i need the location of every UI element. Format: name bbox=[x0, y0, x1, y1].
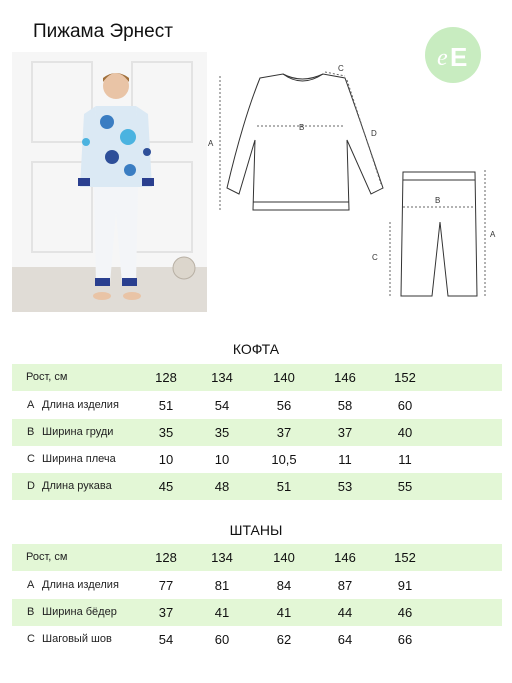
value-cell: 51 bbox=[276, 479, 292, 494]
value-cell: 46 bbox=[397, 605, 413, 620]
value-cell: 41 bbox=[276, 605, 292, 620]
header-label: Рост, см bbox=[26, 551, 68, 563]
row-letter: A bbox=[27, 579, 35, 591]
row-letter: C bbox=[27, 633, 35, 645]
top-label-d: D bbox=[371, 129, 377, 138]
svg-text:E: E bbox=[450, 42, 468, 72]
top-label-c: C bbox=[338, 64, 344, 73]
garment-diagram bbox=[205, 60, 505, 310]
table-row bbox=[12, 392, 502, 419]
row-label: Ширина бёдер bbox=[42, 606, 117, 618]
value-cell: 40 bbox=[397, 425, 413, 440]
pants-label-a: A bbox=[490, 230, 496, 239]
top-header-row bbox=[12, 364, 502, 391]
value-cell: 48 bbox=[214, 479, 230, 494]
value-cell: 44 bbox=[337, 605, 353, 620]
value-cell: 55 bbox=[397, 479, 413, 494]
value-cell: 35 bbox=[214, 425, 230, 440]
value-cell: 10 bbox=[214, 452, 230, 467]
row-label: Длина изделия bbox=[42, 399, 119, 411]
row-label: Длина рукава bbox=[42, 480, 112, 492]
value-cell: 77 bbox=[158, 578, 174, 593]
row-label: Ширина плеча bbox=[42, 453, 116, 465]
value-cell: 10 bbox=[158, 452, 174, 467]
value-cell: 84 bbox=[276, 578, 292, 593]
value-cell: 54 bbox=[158, 632, 174, 647]
row-letter: B bbox=[27, 426, 35, 438]
size-cell: 134 bbox=[211, 370, 233, 385]
product-photo bbox=[12, 52, 207, 312]
value-cell: 51 bbox=[158, 398, 174, 413]
value-cell: 37 bbox=[158, 605, 174, 620]
svg-text:e: e bbox=[437, 45, 448, 71]
value-cell: 35 bbox=[158, 425, 174, 440]
table-row bbox=[12, 599, 502, 626]
size-cell: 128 bbox=[155, 370, 177, 385]
table-row bbox=[12, 446, 502, 473]
value-cell: 11 bbox=[338, 452, 352, 467]
value-cell: 81 bbox=[214, 578, 230, 593]
table-row bbox=[12, 419, 502, 446]
value-cell: 66 bbox=[397, 632, 413, 647]
size-cell: 146 bbox=[334, 370, 356, 385]
pants-label-c: C bbox=[372, 253, 378, 262]
top-table-heading: КОФТА bbox=[232, 341, 280, 357]
value-cell: 91 bbox=[397, 578, 413, 593]
row-label: Длина изделия bbox=[42, 579, 119, 591]
pants-header-row bbox=[12, 544, 502, 571]
row-letter: D bbox=[27, 480, 35, 492]
table-row bbox=[12, 626, 502, 653]
size-cell: 152 bbox=[394, 370, 416, 385]
row-letter: A bbox=[27, 399, 35, 411]
value-cell: 53 bbox=[337, 479, 353, 494]
size-cell: 152 bbox=[394, 550, 416, 565]
value-cell: 54 bbox=[214, 398, 230, 413]
value-cell: 87 bbox=[337, 578, 353, 593]
value-cell: 60 bbox=[214, 632, 230, 647]
value-cell: 45 bbox=[158, 479, 174, 494]
value-cell: 64 bbox=[337, 632, 353, 647]
top-label-a: A bbox=[208, 139, 214, 148]
value-cell: 60 bbox=[397, 398, 413, 413]
value-cell: 41 bbox=[214, 605, 230, 620]
value-cell: 37 bbox=[337, 425, 353, 440]
value-cell: 56 bbox=[276, 398, 292, 413]
size-cell: 146 bbox=[334, 550, 356, 565]
row-label: Шаговый шов bbox=[42, 633, 112, 645]
row-label: Ширина груди bbox=[42, 426, 114, 438]
table-row bbox=[12, 572, 502, 599]
size-cell: 128 bbox=[155, 550, 177, 565]
table-row bbox=[12, 473, 502, 500]
size-cell: 140 bbox=[273, 550, 295, 565]
header-label: Рост, см bbox=[26, 371, 68, 383]
value-cell: 62 bbox=[276, 632, 292, 647]
value-cell: 11 bbox=[398, 452, 412, 467]
pants-label-b: B bbox=[435, 196, 441, 205]
row-letter: B bbox=[27, 606, 35, 618]
pants-table-heading: ШТАНЫ bbox=[229, 522, 283, 538]
value-cell: 58 bbox=[337, 398, 353, 413]
size-cell: 134 bbox=[211, 550, 233, 565]
top-label-b: B bbox=[299, 123, 305, 132]
size-cell: 140 bbox=[273, 370, 295, 385]
value-cell: 37 bbox=[276, 425, 292, 440]
row-letter: C bbox=[27, 453, 35, 465]
value-cell: 10,5 bbox=[271, 452, 297, 467]
page-title: Пижама Эрнест bbox=[33, 21, 173, 42]
